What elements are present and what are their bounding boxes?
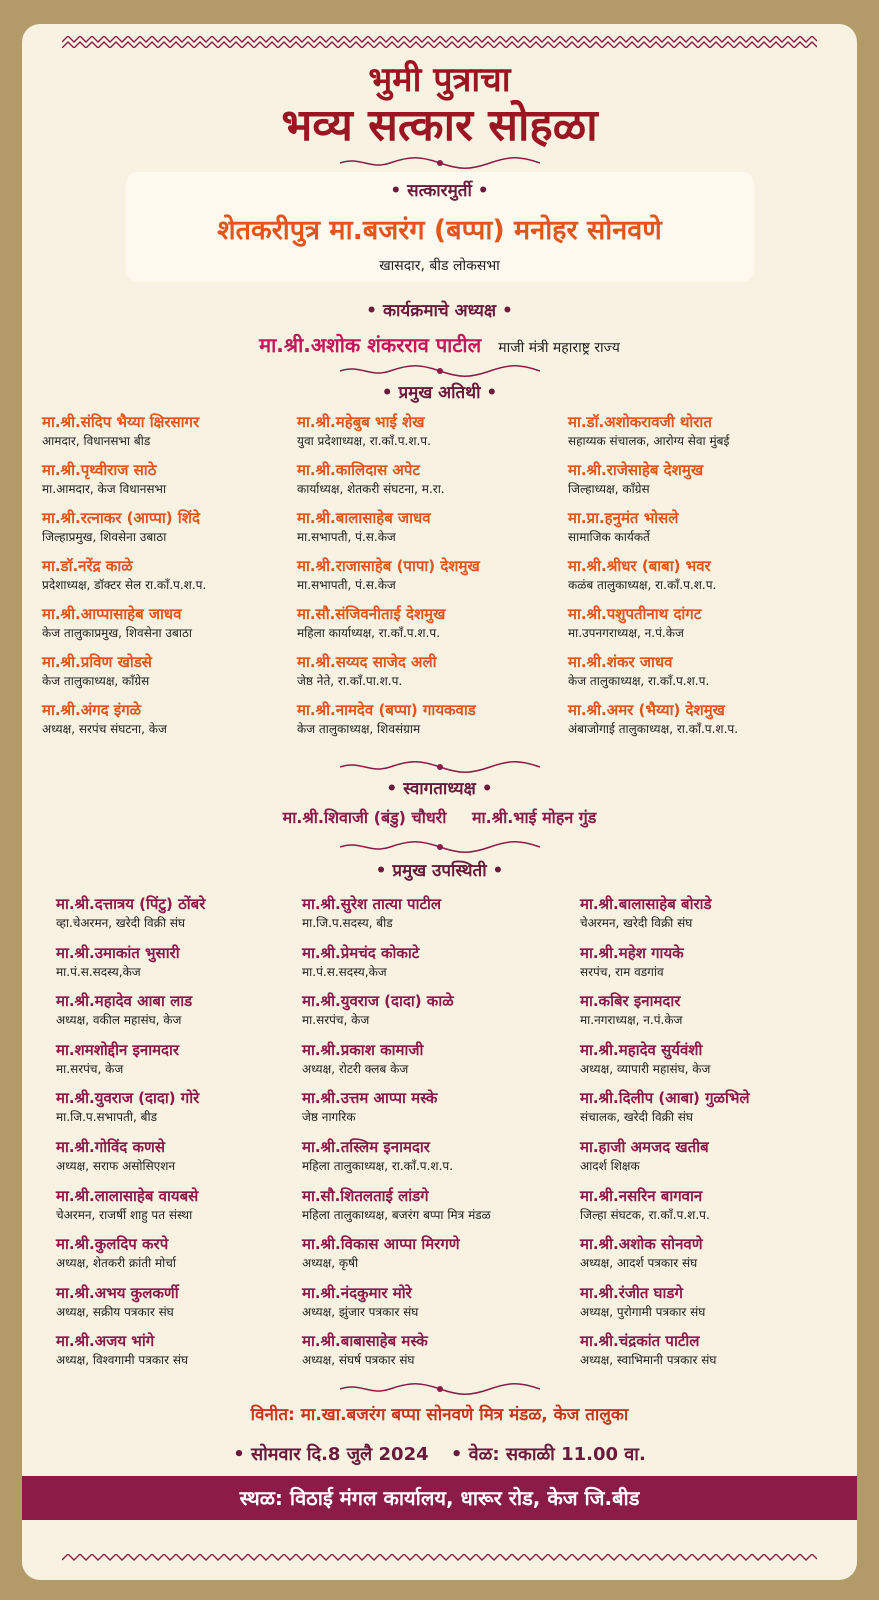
guests-name: मा.श्री.कालिदास अपेट xyxy=(297,461,420,479)
honoree-role: खासदार, बीड लोकसभा xyxy=(379,258,500,274)
guests-role: जिल्हाध्यक्ष, काँग्रेस xyxy=(568,482,650,496)
guests-role: जिल्हाप्रमुख, शिवसेना उबाठा xyxy=(42,530,167,544)
presence-role: जिल्हा संघटक, रा.काँ.प.श.प. xyxy=(580,1207,710,1222)
presence-name: मा.श्री.गोविंद कणसे xyxy=(56,1138,166,1156)
guests-entry xyxy=(568,412,729,450)
presence-entry xyxy=(302,1331,428,1369)
guests-name: मा.श्री.नामदेव (बप्पा) गायकवाड xyxy=(297,701,476,719)
guests-name: मा.श्री.सय्यद साजेद अली xyxy=(297,653,437,671)
presence-name: मा.श्री.अभय कुलकर्णी xyxy=(56,1283,179,1302)
ornament-divider xyxy=(340,840,540,854)
presence-role: मा.सरपंच, केज xyxy=(56,1061,124,1076)
guests-entry xyxy=(568,700,738,738)
guests-entry xyxy=(42,652,152,690)
guests-name: मा.श्री.शंकर जाधव xyxy=(568,653,673,671)
presence-entry xyxy=(56,1234,176,1272)
event-time: • वेळ: सकाळी 11.00 वा. xyxy=(450,1444,646,1465)
guests-entry xyxy=(42,700,167,738)
guests-entry xyxy=(568,652,709,690)
welcome-name: मा.श्री.भाई मोहन गुंड xyxy=(471,808,597,827)
guests-name: मा.श्री.राजासाहेब (पापा) देशमुख xyxy=(297,557,480,575)
guests-entry xyxy=(297,412,431,450)
president-heading: • कार्यक्रमाचे अध्यक्ष • xyxy=(366,301,513,321)
presence-name: मा.श्री.बालासाहेब बोराडे xyxy=(580,895,712,913)
presence-name: मा.श्री.नंदकुमार मोरे xyxy=(302,1283,412,1302)
ornament-divider xyxy=(340,156,540,170)
guests-role: मा.उपनगराध्यक्ष, न.पं.केज xyxy=(568,626,684,640)
guests-entry xyxy=(42,460,166,498)
presence-role: अध्यक्ष, वकील महासंघ, केज xyxy=(56,1013,182,1028)
guests-role: मा.सभापती, पं.स.केज xyxy=(297,530,396,544)
presence-entry xyxy=(580,1088,750,1126)
presence-entry xyxy=(56,1040,179,1078)
presence-role: अध्यक्ष, विश्वगामी पत्रकार संघ xyxy=(56,1353,189,1368)
presence-role: संचालक, खरेदी विक्री संघ xyxy=(580,1110,693,1125)
presence-role: मा.सरपंच, केज xyxy=(302,1013,370,1028)
guests-name: मा.श्री.पशुपतीनाथ दांगट xyxy=(568,605,702,623)
president-line xyxy=(22,332,857,361)
presence-entry xyxy=(302,943,419,981)
presence-role: चेअरमन, राजर्षी शाहु पत संस्था xyxy=(56,1207,193,1222)
guests-name: मा.श्री.प्रविण खोडसे xyxy=(42,653,152,671)
ornament-divider xyxy=(340,364,540,378)
guests-name: मा.श्री.बालासाहेब जाधव xyxy=(297,509,431,527)
guests-entry xyxy=(568,508,678,546)
top-border-pattern xyxy=(62,36,817,48)
guests-entry xyxy=(297,508,431,546)
welcome-names xyxy=(22,806,857,828)
guests-entry xyxy=(568,604,701,642)
presence-role: अध्यक्ष, झुंजार पत्रकार संघ xyxy=(302,1304,419,1319)
presence-role: महिला तालुकाध्यक्ष, बजरंग बप्पा मित्र मंडळ xyxy=(302,1207,491,1222)
presence-role: अध्यक्ष, आदर्श पत्रकार संघ xyxy=(580,1256,698,1271)
presence-role: मा.नगराध्यक्ष, न.पं.केज xyxy=(580,1013,683,1028)
guests-heading: • प्रमुख अतिथी • xyxy=(381,383,498,403)
presence-entry xyxy=(56,894,205,932)
presence-name: मा.श्री.उत्तम आप्पा मस्के xyxy=(302,1089,438,1108)
presence-role: महिला तालुकाध्यक्ष, रा.काँ.प.श.प. xyxy=(302,1159,454,1173)
guests-role: कळंब तालुकाध्यक्ष, रा.काँ.प.श.प. xyxy=(568,578,717,592)
vinit-line: विनीत: मा.खा.बजरंग बप्पा सोनवणे मित्र मंडळ, केज तालुका xyxy=(250,1405,629,1425)
presence-entry xyxy=(580,1186,710,1224)
guests-role: सामाजिक कार्यकर्ते xyxy=(568,530,650,544)
guests-name: मा.प्रा.हनुमंत भोसले xyxy=(568,509,679,527)
presence-role: मा.पं.स.सदस्य,केज xyxy=(56,964,141,979)
president-name: मा.श्री.अशोक शंकरराव पाटील xyxy=(259,333,482,357)
presence-name: मा.श्री.कुलदिप करपे xyxy=(56,1235,169,1254)
presence-role: अध्यक्ष, संघर्ष पत्रकार संघ xyxy=(302,1353,415,1368)
presence-name: मा.श्री.सुरेश तात्या पाटील xyxy=(302,895,442,913)
presence-role: अध्यक्ष, स्वाभिमानी पत्रकार संघ xyxy=(580,1353,717,1368)
presence-name: मा.कबिर इनामदार xyxy=(580,992,681,1011)
presence-role: अध्यक्ष, रोटरी क्लब केज xyxy=(302,1061,409,1076)
guests-entry xyxy=(297,556,480,594)
guests-name: मा.श्री.पृथ्वीराज साठे xyxy=(42,461,157,479)
guests-role: प्रदेशाध्यक्ष, डॉक्टर सेल रा.काँ.प.श.प. xyxy=(42,578,207,592)
honoree-name: शेतकरीपुत्र मा.बजरंग (बप्पा) मनोहर सोनवणे xyxy=(217,215,662,246)
presence-name: मा.श्री.नसरिन बागवान xyxy=(580,1186,703,1205)
presence-name: मा.श्री.दिलीप (आबा) गुळभिले xyxy=(580,1089,750,1108)
guests-entry xyxy=(42,604,192,642)
guests-role: आमदार, विधानसभा बीड xyxy=(42,434,151,448)
presence-heading: • प्रमुख उपस्थिती • xyxy=(375,861,504,881)
guests-role: कार्याध्यक्ष, शेतकरी संघटना, म.रा. xyxy=(297,482,445,496)
presence-entry xyxy=(580,1283,705,1321)
presence-entry xyxy=(56,943,180,981)
presence-name: मा.श्री.प्रेमचंद कोकाटे xyxy=(302,943,420,962)
president-role: माजी मंत्री महाराष्ट्र राज्य xyxy=(498,340,620,356)
presence-entry xyxy=(302,991,454,1029)
presence-entry xyxy=(302,894,441,932)
presence-entry xyxy=(302,1283,418,1321)
presence-name: मा.श्री.युवराज (दादा) गोरे xyxy=(56,1089,200,1108)
guests-role: मा.आमदार, केज विधानसभा xyxy=(42,482,167,496)
presence-name: मा.श्री.तस्लिम इनामदार xyxy=(302,1138,430,1156)
honoree-heading: • सत्कारमुर्ती • xyxy=(390,181,489,201)
presence-role: अध्यक्ष, पुरोगामी पत्रकार संघ xyxy=(580,1304,706,1319)
guests-role: महिला कार्याध्यक्ष, रा.काँ.प.श.प. xyxy=(297,626,441,640)
presence-entry xyxy=(580,943,684,981)
guests-name: मा.श्री.श्रीधर (बाबा) भवर xyxy=(568,557,711,575)
guests-entry xyxy=(297,604,445,642)
presence-entry xyxy=(56,1283,179,1321)
title-line-2: भव्य सत्कार सोहळा xyxy=(281,100,598,151)
presence-name: मा.श्री.महादेव आबा लाड xyxy=(56,992,193,1011)
guests-name: मा.श्री.राजेसाहेब देशमुख xyxy=(568,461,704,479)
presence-role: अध्यक्ष, सराफ असोसिएशन xyxy=(56,1159,176,1173)
presence-entry xyxy=(56,1331,188,1369)
guests-role: युवा प्रदेशाध्यक्ष, रा.काँ.प.श.प. xyxy=(297,434,431,448)
presence-name: मा.श्री.चंद्रकांत पाटील xyxy=(580,1332,700,1351)
presence-name: मा.श्री.उमाकांत भुसारी xyxy=(56,943,180,962)
guests-role: केज तालुकाध्यक्ष, काँग्रेस xyxy=(42,674,150,688)
guests-entry xyxy=(297,700,476,738)
ornament-divider xyxy=(340,1382,540,1396)
presence-entry xyxy=(56,991,192,1029)
presence-entry xyxy=(580,894,712,932)
presence-role: अध्यक्ष, सक्रीय पत्रकार संघ xyxy=(56,1304,174,1319)
guests-entry xyxy=(42,412,199,450)
presence-name: मा.हाजी अमजद खतीब xyxy=(580,1138,709,1156)
presence-entry xyxy=(56,1137,175,1175)
guests-role: मा.सभापती, पं.स.केज xyxy=(297,578,396,592)
presence-name: मा.श्री.महादेव सुर्यवंशी xyxy=(580,1040,703,1059)
bottom-border-pattern xyxy=(62,1554,817,1566)
presence-role: व्हा.चेअरमन, खरेदी विक्री संघ xyxy=(56,916,186,930)
presence-role: आदर्श शिक्षक xyxy=(580,1159,640,1173)
presence-name: मा.श्री.अशोक सोनवणे xyxy=(580,1235,703,1254)
presence-role: अध्यक्ष, व्यापारी महासंघ, केज xyxy=(580,1061,711,1076)
presence-name: मा.शमशोद्दीन इनामदार xyxy=(56,1040,180,1059)
event-date: • सोमवार दि.8 जुलै 2024 xyxy=(233,1444,429,1465)
guests-name: मा.श्री.रत्नाकर (आप्पा) शिंदे xyxy=(42,509,200,527)
presence-entry xyxy=(580,991,682,1029)
guests-entry xyxy=(297,652,437,690)
guests-name: मा.श्री.अमर (भैय्या) देशमुख xyxy=(568,701,725,719)
presence-role: मा.जि.प.सदस्य, बीड xyxy=(302,916,393,930)
presence-entry xyxy=(580,1331,716,1369)
guests-entry xyxy=(297,460,445,498)
date-time-line xyxy=(22,1442,857,1466)
guests-name: मा.सौ.संजिवनीताई देशमुख xyxy=(297,605,446,623)
guests-entry xyxy=(42,508,200,546)
guests-name: मा.डॉ.नरेंद्र काळे xyxy=(42,557,133,575)
guests-role: सहाय्यक संचालक, आरोग्य सेवा मुंबई xyxy=(568,434,730,448)
presence-name: मा.श्री.बाबासाहेब मस्के xyxy=(302,1332,428,1351)
invitation-card xyxy=(22,24,857,1580)
presence-name: मा.श्री.अजय भांगे xyxy=(56,1332,155,1351)
presence-entry xyxy=(302,1186,491,1224)
presence-entry xyxy=(56,1088,199,1126)
guests-role: अध्यक्ष, सरपंच संघटना, केज xyxy=(42,722,167,736)
presence-role: मा.जि.प.सभापती, बीड xyxy=(56,1110,157,1125)
presence-entry xyxy=(302,1088,437,1126)
guests-role: केज तालुकाप्रमुख, शिवसेना उबाठा xyxy=(42,626,193,640)
presence-name: मा.श्री.रंजीत घाडगे xyxy=(580,1283,683,1302)
guests-role: जेष्ठ नेते, रा.काँ.पा.श.प. xyxy=(297,674,403,688)
guests-name: मा.डॉ.अशोकरावजी थोरात xyxy=(568,413,712,431)
presence-name: मा.श्री.लालासाहेब वायबसे xyxy=(56,1186,199,1205)
presence-name: मा.श्री.प्रकाश कामाजी xyxy=(302,1040,424,1059)
presence-role: अध्यक्ष, शेतकरी क्रांती मोर्चा xyxy=(56,1256,177,1271)
guests-name: मा.श्री.महेबुब भाई शेख xyxy=(297,413,425,431)
presence-entry xyxy=(302,1137,453,1175)
presence-entry xyxy=(580,1137,709,1175)
guests-entry xyxy=(42,556,206,594)
title-line-1: भुमी पुत्राचा xyxy=(368,60,511,100)
guests-name: मा.श्री.संदिप भैय्या क्षिरसागर xyxy=(42,413,200,431)
presence-name: मा.श्री.युवराज (दादा) काळे xyxy=(302,992,454,1011)
venue-bar: स्थळ: विठाई मंगल कार्यालय, धारूर रोड, केज जि.बीड xyxy=(22,1476,857,1520)
presence-role: अध्यक्ष, कृषी xyxy=(302,1256,359,1271)
guests-role: केज तालुकाध्यक्ष, रा.काँ.प.श.प. xyxy=(568,674,710,688)
presence-role: मा.पं.स.सदस्य,केज xyxy=(302,964,387,979)
presence-role: जेष्ठ नागरिक xyxy=(302,1110,356,1125)
guests-entry xyxy=(568,556,716,594)
presence-name: मा.सौ.शितलताई लांडगे xyxy=(302,1186,429,1205)
presence-entry xyxy=(302,1040,423,1078)
guests-name: मा.श्री.अंगद इंगळे xyxy=(42,701,142,719)
guests-entry xyxy=(568,460,703,498)
presence-role: चेअरमन, खरेदी विक्री संघ xyxy=(580,916,693,930)
welcome-name: मा.श्री.शिवाजी (बंडु) चौधरी xyxy=(282,808,447,827)
presence-entry xyxy=(580,1234,703,1272)
ornament-divider xyxy=(340,760,540,774)
presence-name: मा.श्री.विकास आप्पा मिरगणे xyxy=(302,1235,460,1254)
presence-entry xyxy=(56,1186,198,1224)
guests-name: मा.श्री.आप्पासाहेब जाधव xyxy=(42,605,182,623)
welcome-heading: • स्वागताध्यक्ष • xyxy=(386,779,493,799)
presence-entry xyxy=(580,1040,710,1078)
presence-name: मा.श्री.दत्तात्रय (पिंटु) ठोंबरे xyxy=(56,895,206,913)
guests-role: केज तालुकाध्यक्ष, शिवसंग्राम xyxy=(297,722,421,736)
guests-role: अंबाजोगाई तालुकाध्यक्ष, रा.काँ.प.श.प. xyxy=(568,722,739,736)
presence-role: सरपंच, राम वडगांव xyxy=(580,964,664,979)
presence-name: मा.श्री.महेश गायके xyxy=(580,943,684,962)
presence-entry xyxy=(302,1234,460,1272)
